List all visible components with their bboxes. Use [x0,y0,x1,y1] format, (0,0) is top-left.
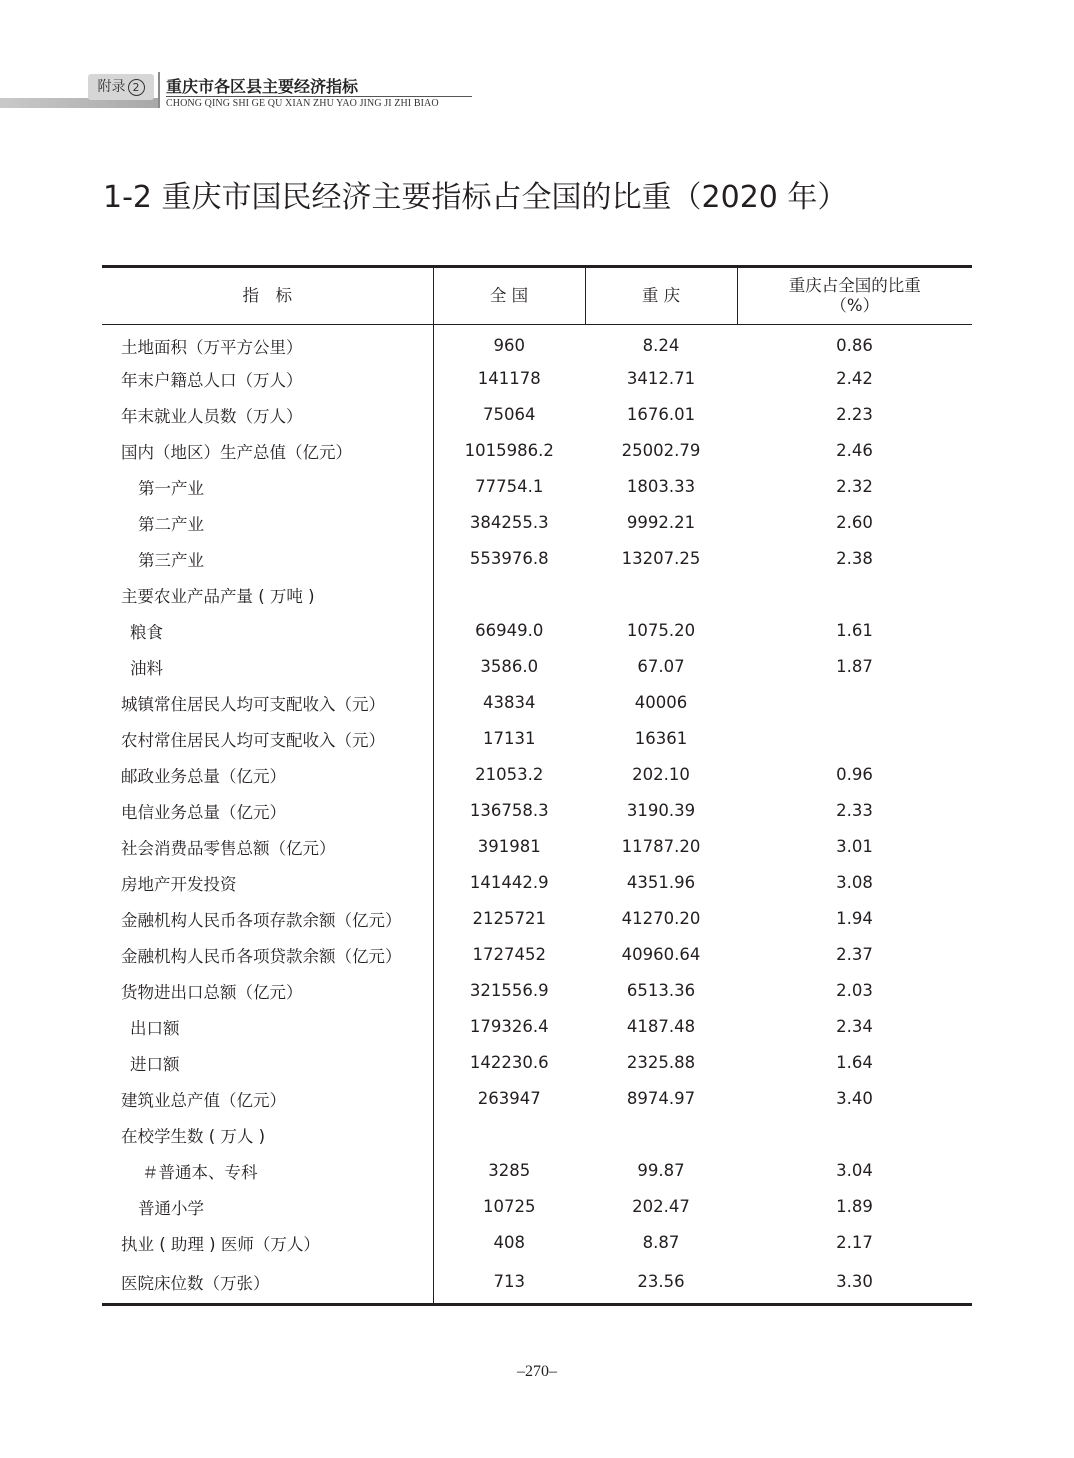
share-value: 2.32 [836,477,873,496]
table-row [102,685,972,721]
table-row [102,1081,972,1117]
table-row [102,793,972,829]
chongqing-value: 40006 [634,693,688,712]
share-value: 0.96 [836,765,873,784]
table-row [102,325,972,361]
chongqing-value: 11787.20 [621,837,701,856]
national-value: 408 [493,1233,525,1252]
table-row [102,721,972,757]
table-row [102,1225,972,1261]
row-label: 普通小学 [102,1189,433,1225]
indicator-table [102,265,972,1306]
col-header-national: 全 国 [433,267,585,325]
section-title: 重庆市各区县主要经济指标 [166,77,359,96]
row-label: 主要农业产品产量 ( 万吨 ) [102,577,433,613]
col-header-share [737,267,972,325]
appendix-number: 2 [128,79,145,96]
share-value: 3.01 [836,837,873,856]
table-row [102,829,972,865]
national-value: 43834 [483,693,536,712]
table-row [102,469,972,505]
national-value: 142230.6 [469,1053,549,1072]
appendix-badge [88,74,154,100]
row-label: 农村常住居民人均可支配收入（元） [102,721,433,757]
chongqing-value: 1676.01 [626,405,696,424]
row-label: 在校学生数 ( 万人 ) [102,1117,433,1153]
row-label: 土地面积（万平方公里） [102,325,433,361]
table-row [102,937,972,973]
row-label: 粮食 [102,613,433,649]
table-row [102,1009,972,1045]
national-value: 263947 [477,1089,541,1108]
share-value: 3.04 [836,1161,873,1180]
table-row [102,1261,972,1305]
chongqing-value: 202.10 [632,765,690,784]
share-value: 3.40 [836,1089,873,1108]
chongqing-value: 1075.20 [626,621,696,640]
national-value: 553976.8 [469,549,549,568]
section-pinyin: CHONG QING SHI GE QU XIAN ZHU YAO JING JI ZHI BIAO [166,98,439,109]
table-row [102,505,972,541]
national-value: 2125721 [472,909,546,928]
share-value: 2.17 [836,1233,873,1252]
chongqing-value: 2325.88 [626,1053,696,1072]
chongqing-value: 4351.96 [626,873,696,892]
chongqing-value: 16361 [634,729,688,748]
row-label: 出口额 [102,1009,433,1045]
header-separator [158,72,160,108]
share-value: 2.34 [836,1017,873,1036]
table-body [102,325,972,1305]
table-header-row [102,267,972,325]
share-value: 2.42 [836,369,873,388]
table-row [102,613,972,649]
table-row [102,541,972,577]
row-label: 建筑业总产值（亿元） [102,1081,433,1117]
national-value: 77754.1 [475,477,544,496]
appendix-label: 附录 [97,79,126,95]
national-value: 321556.9 [469,981,549,1000]
chongqing-value: 1803.33 [626,477,696,496]
indicator-table-container [102,265,972,1306]
national-value: 960 [493,336,525,356]
share-value: 1.61 [836,621,873,640]
table-row [102,577,972,613]
share-value: 1.87 [836,657,873,676]
national-value: 21053.2 [475,765,544,784]
share-value: 2.38 [836,549,873,568]
chongqing-value: 23.56 [585,1261,737,1305]
chongqing-value: 25002.79 [621,441,701,460]
col-header-chongqing: 重 庆 [585,267,737,325]
table-row [102,1045,972,1081]
chongqing-value: 8.24 [642,336,680,356]
national-value: 3285 [488,1161,531,1180]
table-row [102,757,972,793]
national-value: 75064 [483,405,536,424]
row-label: 邮政业务总量（亿元） [102,757,433,793]
share-value: 2.37 [836,945,873,964]
table-row [102,361,972,397]
table-row [102,973,972,1009]
row-label: 第三产业 [102,541,433,577]
national-value: 1015986.2 [464,441,554,460]
row-label: 社会消费品零售总额（亿元） [102,829,433,865]
row-label: 执业 ( 助理 ) 医师（万人） [102,1225,433,1261]
row-label: 年末户籍总人口（万人） [102,361,433,397]
table-row [102,1153,972,1189]
national-value: 3586.0 [480,657,539,676]
share-value: 1.64 [836,1053,873,1072]
share-value: 2.03 [836,981,873,1000]
row-label: ＃普通本、专科 [102,1153,433,1189]
national-value [433,1117,585,1153]
national-value: 141442.9 [469,873,549,892]
share-value [737,577,972,613]
chongqing-value: 202.47 [632,1197,690,1216]
row-label: 电信业务总量（亿元） [102,793,433,829]
table-row [102,433,972,469]
row-label: 进口额 [102,1045,433,1081]
share-value: 3.30 [737,1261,972,1305]
chongqing-value: 67.07 [637,657,685,676]
table-row [102,1189,972,1225]
row-label: 第二产业 [102,505,433,541]
table-row [102,649,972,685]
chongqing-value: 99.87 [637,1161,685,1180]
col-header-share-title: 重庆占全国的比重 [788,276,921,295]
chongqing-value: 3190.39 [626,801,696,820]
table-row [102,397,972,433]
row-label: 第一产业 [102,469,433,505]
share-value: 0.86 [836,336,873,356]
national-value: 10725 [483,1197,536,1216]
row-label: 医院床位数（万张） [102,1261,433,1305]
row-label: 年末就业人员数（万人） [102,397,433,433]
chongqing-value [585,577,737,613]
chongqing-value: 13207.25 [621,549,701,568]
share-value: 2.60 [836,513,873,532]
share-value [737,685,972,721]
row-label: 油料 [102,649,433,685]
share-value: 2.46 [836,441,873,460]
share-value: 1.94 [836,909,873,928]
col-header-share-unit: （%） [830,296,880,315]
page-number: –270– [517,1363,557,1380]
row-label: 金融机构人民币各项存款余额（亿元） [102,901,433,937]
share-value: 3.08 [836,873,873,892]
table-row [102,901,972,937]
national-value: 17131 [483,729,536,748]
national-value [433,577,585,613]
chongqing-value: 9992.21 [626,513,696,532]
chongqing-value: 6513.36 [626,981,696,1000]
chongqing-value: 41270.20 [621,909,701,928]
chongqing-value [585,1117,737,1153]
header-underline [166,96,472,97]
chongqing-value: 8974.97 [626,1089,696,1108]
table-row [102,1117,972,1153]
national-value: 713 [433,1261,585,1305]
share-value [737,721,972,757]
row-label: 房地产开发投资 [102,865,433,901]
row-label: 货物进出口总额（亿元） [102,973,433,1009]
share-value: 1.89 [836,1197,873,1216]
share-value: 2.33 [836,801,873,820]
national-value: 141178 [477,369,541,388]
chongqing-value: 3412.71 [626,369,696,388]
national-value: 1727452 [472,945,546,964]
page-title: 1-2 重庆市国民经济主要指标占全国的比重（2020 年） [103,180,848,215]
col-header-indicator: 指 标 [102,267,433,325]
national-value: 179326.4 [469,1017,549,1036]
row-label: 城镇常住居民人均可支配收入（元） [102,685,433,721]
national-value: 66949.0 [475,621,544,640]
national-value: 136758.3 [469,801,549,820]
chongqing-value: 40960.64 [621,945,701,964]
row-label: 金融机构人民币各项贷款余额（亿元） [102,937,433,973]
table-row [102,865,972,901]
chongqing-value: 4187.48 [626,1017,696,1036]
row-label: 国内（地区）生产总值（亿元） [102,433,433,469]
national-value: 384255.3 [469,513,549,532]
share-value: 2.23 [836,405,873,424]
national-value: 391981 [477,837,541,856]
share-value [737,1117,972,1153]
chongqing-value: 8.87 [642,1233,680,1252]
